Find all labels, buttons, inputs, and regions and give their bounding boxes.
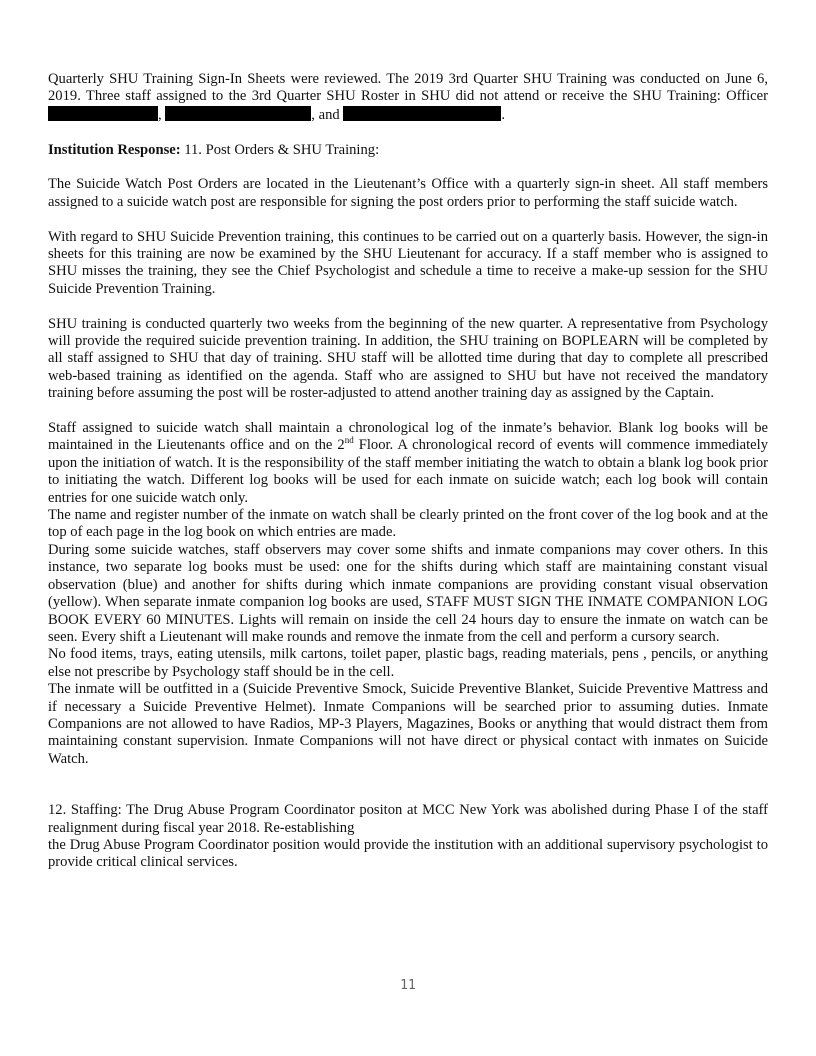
response-label: Institution Response: [48,141,181,158]
page-number: 11 [400,978,416,993]
redaction-box [165,106,311,121]
paragraph-staffing-cont: the Drug Abuse Program Coordinator position would provide the institution with an additional supervisory psychologist to provide critical clinical services. [48,836,768,871]
paragraph-companions: During some suicide watches, staff observers may cover some shifts and inmate companions may cover others. In this instance, two separate log books must be used: one for the shifts during which staff are maintaining constant visual observation (blue) and another for shifts during which inmate companions are providing constant visual observation (yellow). When separate inmate companion log books are used, STAFF MUST SIGN THE INMATE COMPANION LOG BOOK EVERY 60 MINUTES. Lights will remain on inside the cell 24 hours day to ensure the inmate on watch can be seen. Every shift a Lieutenant will make rounds and remove the inmate from the cell and perform a cursory search. [48,541,768,645]
paragraph-shu-prevention: With regard to SHU Suicide Prevention training, this continues to be carried out on a quarterly basis. However, the sign-in sheets for this training are now be examined by the SHU Lieutenant for accuracy. If a staff member who is assigned to SHU misses the training, they see the Chief Psychologist and schedule a time to receive a make-up session for the SHU Suicide Prevention Training. [48,228,768,297]
paragraph-staffing: 12. Staffing: The Drug Abuse Program Coordinator positon at MCC New York was abolished during Phase I of the staff realignment during fiscal year 2018. Re-establishing [48,802,768,836]
paragraph-shu-training: SHU training is conducted quarterly two weeks from the beginning of the new quarter. A representative from Psychology will provide the required suicide prevention training. In addition, the SHU training on BOPLEARN will be completed by all staff assigned to SHU that day of training. SHU staff will be allotted time during that day to complete all prescribed web-based training as identified on the agenda. Staff who are assigned to SHU but have not received the mandatory training before assuming the post will be roster-adjusted to attend another training day as assigned by the Captain. [48,315,768,402]
intro-paragraph: Quarterly SHU Training Sign-In Sheets were reviewed. The 2019 3rd Quarter SHU Training was conducted on June 6, 2019. Three staff assigned to the 3rd Quarter SHU Roster in SHU did not attend or receive the SHU Training: Officer , , and . [48,71,768,123]
paragraph-register-number: The name and register number of the inmate on watch shall be clearly printed on the front cover of the log book and at the top of each page in the log book on which entries are made. [48,507,768,541]
document-page [48,71,768,872]
paragraph-outfitting: The inmate will be outfitted in a (Suicide Preventive Smock, Suicide Preventive Blanket, Suicide Preventive Mattress and if necessary a Suicide Preventive Helmet). Inmate Companions will be searched prior to assuming duties. Inmate Companions are not allowed to have Radios, MP-3 Players, Magazines, Books or anything that would distract them from maintaining constant supervision. Inmate Companions will not have direct or physical contact with inmates on Suicide Watch. [48,681,768,767]
response-title: 11. Post Orders & SHU Training: [180,141,380,158]
paragraph-prohibited-items: No food items, trays, eating utensils, milk cartons, toilet paper, plastic bags, reading materials, pens , pencils, or anything else not prescribe by Psychology staff should be in the cell. [48,646,768,680]
paragraph-log-books: Staff assigned to suicide watch shall maintain a chronological log of the inmate’s behavior. Blank log books will be maintained in the Lieutenants office and on the 2nd Floor. A chronological record of events will commence immediately upon the initiation of watch. It is the responsibility of the staff member initiating the watch to obtain a blank log book prior to initiating the watch. Different log books will be used for each inmate on suicide watch; each log book will contain entries for one suicide watch only. [48,420,768,506]
redaction-box [343,106,501,121]
redaction-box [48,106,158,121]
response-heading [48,142,768,159]
intro-text: Quarterly SHU Training Sign-In Sheets were reviewed. The 2019 3rd Quarter SHU Training was conducted on June 6, 2019. Three staff assigned to the 3rd Quarter SHU Roster in SHU did not attend or receive the SHU Training: Officer [48,71,768,105]
paragraph-post-orders: The Suicide Watch Post Orders are located in the Lieutenant’s Office with a quarterly sign-in sheet. All staff members assigned to a suicide watch post are responsible for signing the post orders prior to performing the staff suicide watch. [48,176,768,210]
